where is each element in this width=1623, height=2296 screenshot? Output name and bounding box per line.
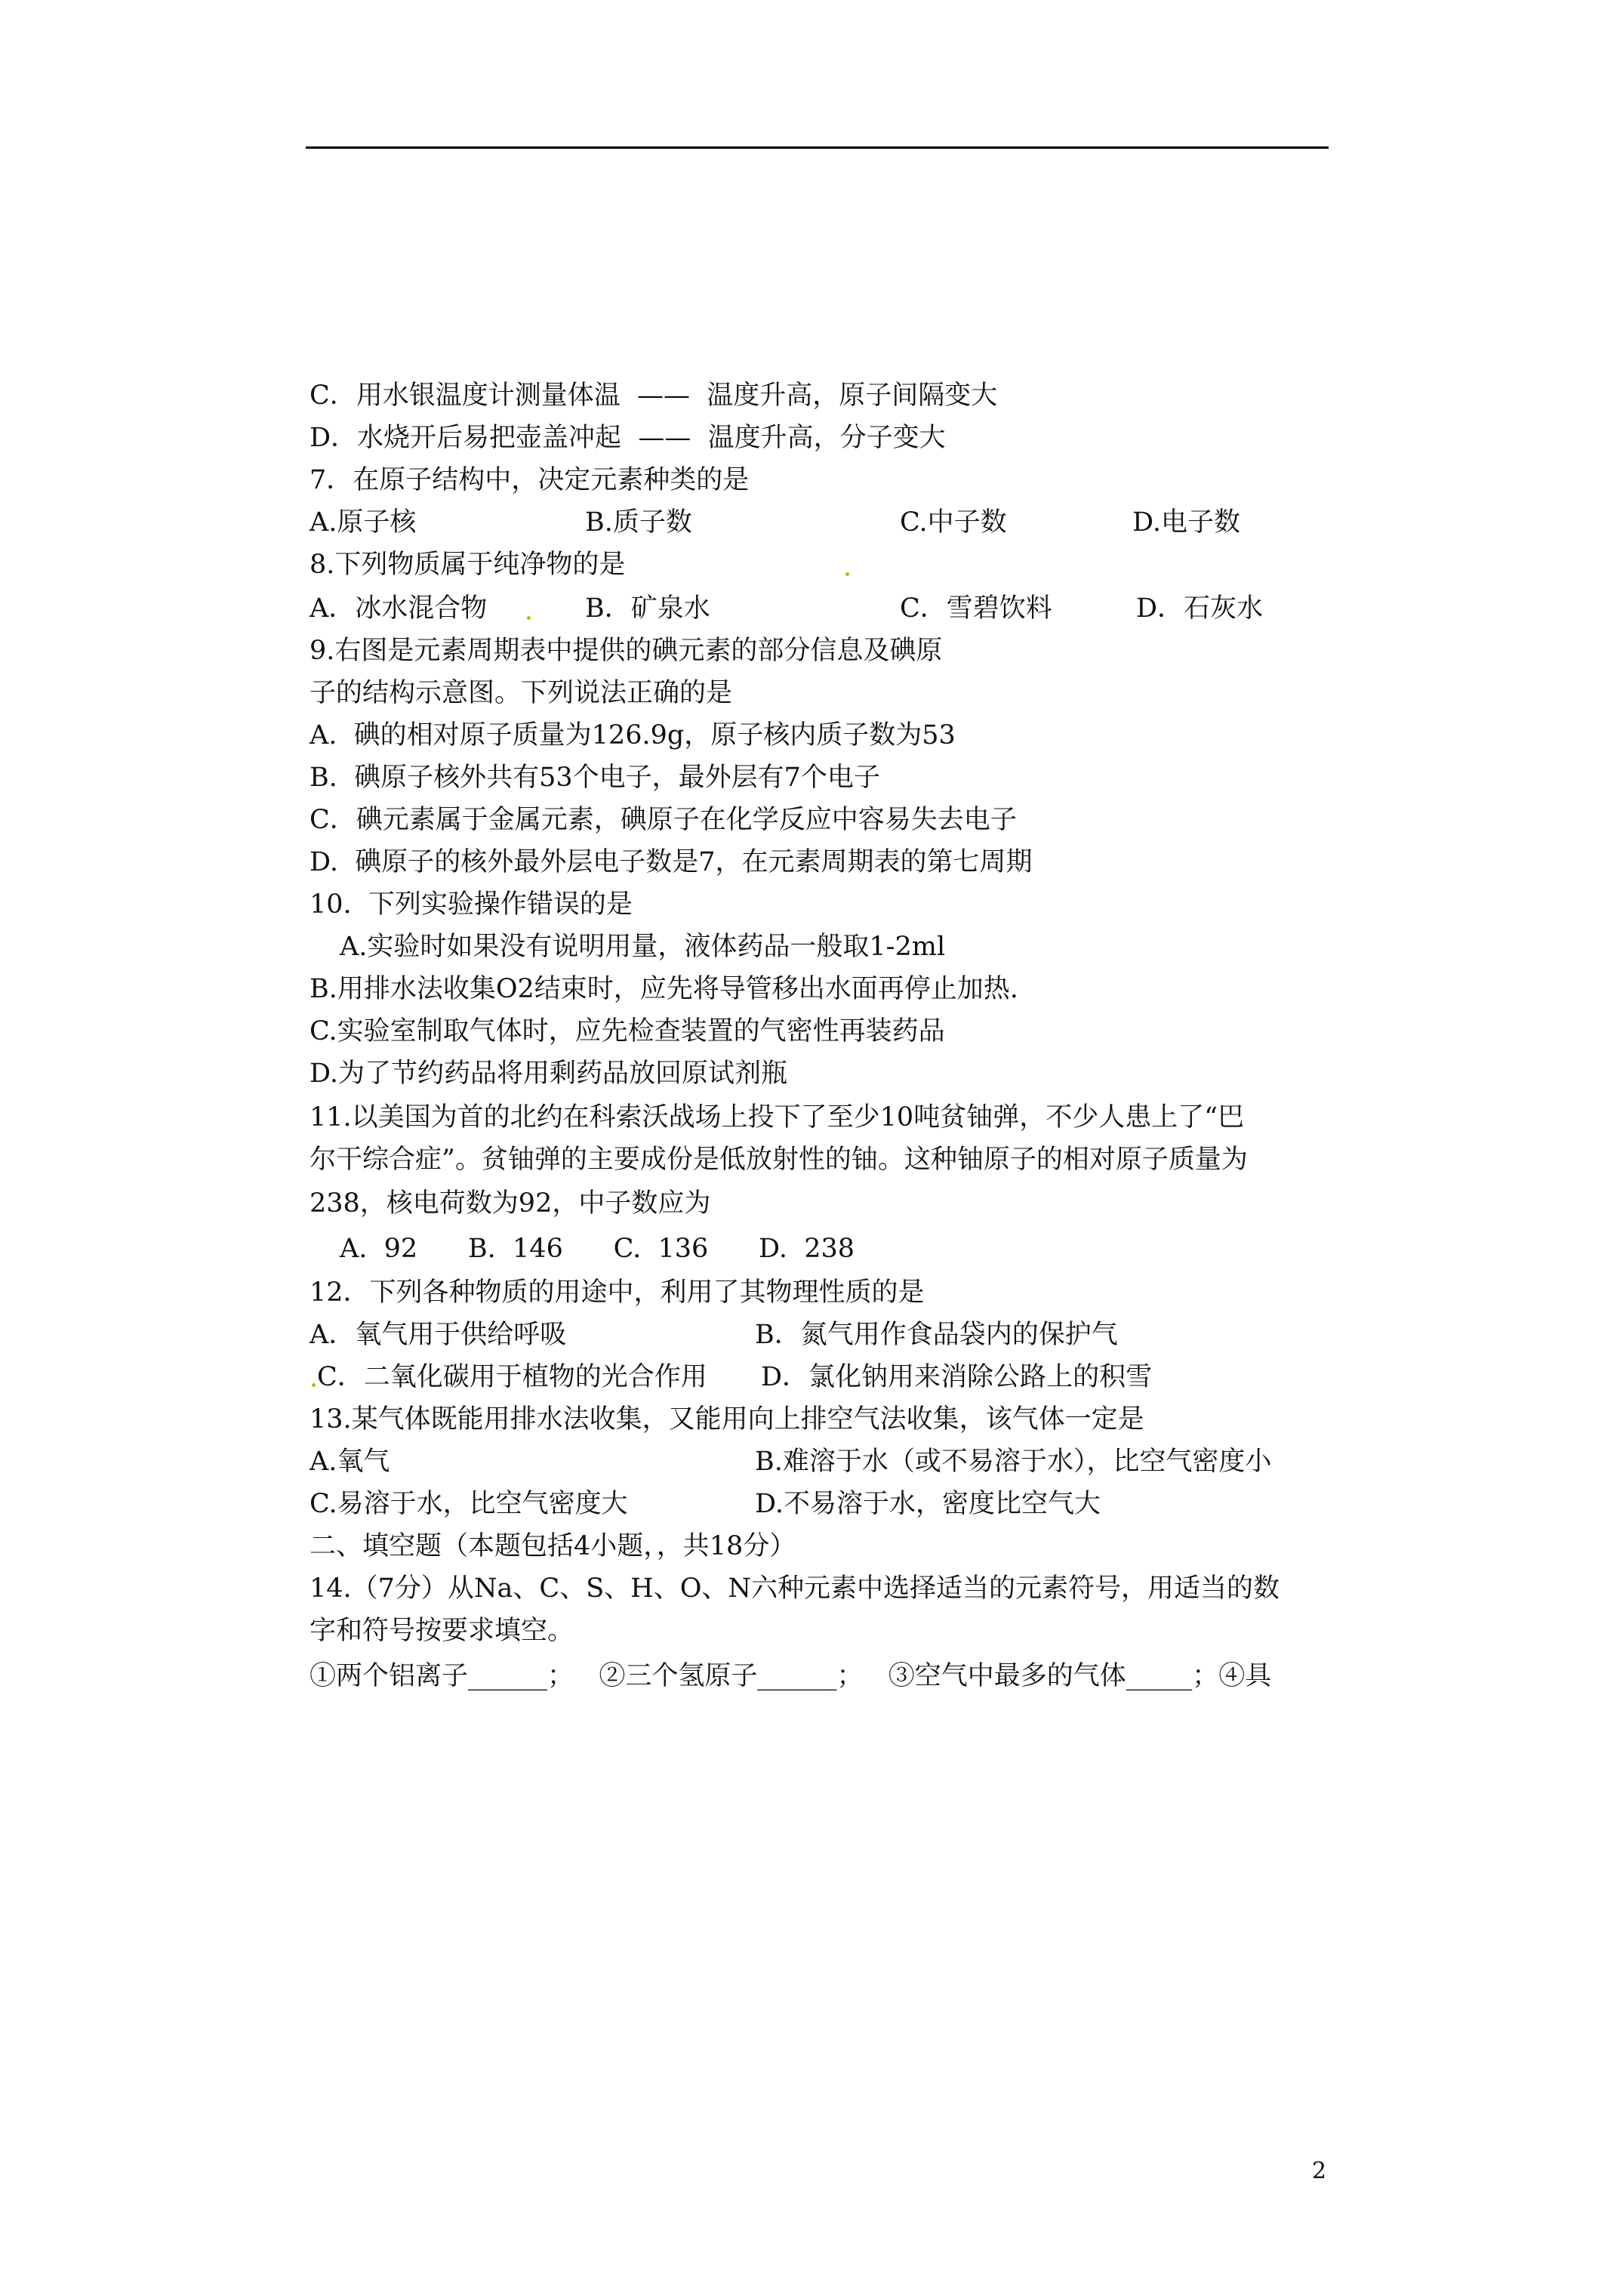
- text-line: D．水烧开后易把壶盖冲起 —— 温度升高，分子变大: [310, 423, 946, 453]
- q7-option-a: A.原子核: [310, 507, 417, 538]
- q13-option-c: C.易溶于水，比空气密度大: [310, 1489, 628, 1519]
- q13-option-b: B.难溶于水（或不易溶于水），比空气密度小: [755, 1447, 1272, 1477]
- q12-option-b: B．氮气用作食品袋内的保护气: [755, 1320, 1118, 1350]
- speck-mark: [845, 572, 849, 576]
- q9-option-d: D. 碘原子的核外最外层电子数是7，在元素周期表的第七周期: [310, 847, 1033, 877]
- q9-option-a: A. 碘的相对原子质量为126.9g，原子核内质子数为53: [310, 720, 956, 750]
- q9-option-b: B. 碘原子核外共有53个电子，最外层有7个电子: [310, 763, 880, 793]
- question-11: 11.以美国为首的北约在科索沃战场上投下了至少10吨贫铀弹，不少人患上了“巴: [310, 1102, 1245, 1133]
- q10-option-c: C.实验室制取气体时，应先检查装置的气密性再装药品: [310, 1016, 945, 1046]
- q8-option-b: B．矿泉水: [585, 593, 710, 624]
- q11-options: A. 92 B. 146 C. 136 D. 238: [340, 1234, 855, 1264]
- text-line: 尔干综合症”。贫铀弹的主要成份是低放射性的铀。这种铀原子的相对原子质量为: [310, 1145, 1248, 1175]
- speck-mark: [312, 1383, 316, 1387]
- q8-option-d: D．石灰水: [1136, 593, 1264, 624]
- section-heading: 二、填空题（本题包括4小题，，共18分）: [310, 1531, 796, 1561]
- header-rule: [306, 146, 1329, 149]
- q8-option-c: C．雪碧饮料: [900, 593, 1052, 624]
- text-line: C．用水银温度计测量体温 —— 温度升高，原子间隔变大: [310, 381, 998, 411]
- q7-option-b: B.质子数: [585, 507, 692, 538]
- q10-option-a: A.实验时如果没有说明用量，液体药品一般取1-2ml: [340, 932, 946, 962]
- question-12: 12．下列各种物质的用途中，利用了其物理性质的是: [310, 1277, 925, 1308]
- q10-option-d: D.为了节约药品将用剩药品放回原试剂瓶: [310, 1059, 787, 1089]
- q13-option-a: A.氧气: [310, 1447, 390, 1477]
- q12-option-d: D．氯化钠用来消除公路上的积雪: [761, 1362, 1153, 1392]
- q13-option-d: D.不易溶于水，密度比空气大: [755, 1489, 1101, 1519]
- question-7: 7．在原子结构中，决定元素种类的是: [310, 465, 750, 495]
- question-8: 8.下列物质属于纯净物的是: [310, 550, 626, 580]
- speck-mark: [527, 616, 531, 620]
- text-line: 子的结构示意图。下列说法正确的是: [310, 678, 733, 708]
- text-line: 字和符号按要求填空。: [310, 1616, 574, 1646]
- text-line: 238，核电荷数为92，中子数应为: [310, 1188, 711, 1219]
- q12-option-a: A．氧气用于供给呼吸: [310, 1320, 567, 1350]
- q8-option-a: A．冰水混合物: [310, 593, 488, 624]
- q12-option-c: C．二氧化碳用于植物的光合作用: [317, 1362, 707, 1392]
- q9-option-c: C．碘元素属于金属元素，碘原子在化学反应中容易失去电子: [310, 805, 1017, 835]
- question-13: 13.某气体既能用排水法收集，又能用向上排空气法收集，该气体一定是: [310, 1404, 1144, 1435]
- fill-in-blanks: ①两个铝离子______； ②三个氢原子______； ③空气中最多的气体_____；④具: [310, 1661, 1272, 1691]
- question-9: 9.右图是元素周期表中提供的碘元素的部分信息及碘原: [310, 636, 943, 666]
- question-10: 10. 下列实验操作错误的是: [310, 889, 633, 920]
- q7-option-d: D.电子数: [1132, 507, 1240, 538]
- q10-option-b: B.用排水法收集O2结束时，应先将导管移出水面再停止加热.: [310, 974, 1018, 1004]
- q7-option-c: C.中子数: [900, 507, 1007, 538]
- page-number: 2: [1312, 2158, 1327, 2184]
- question-14: 14.（7分）从Na、C、S、H、O、N六种元素中选择适当的元素符号，用适当的数: [310, 1573, 1280, 1604]
